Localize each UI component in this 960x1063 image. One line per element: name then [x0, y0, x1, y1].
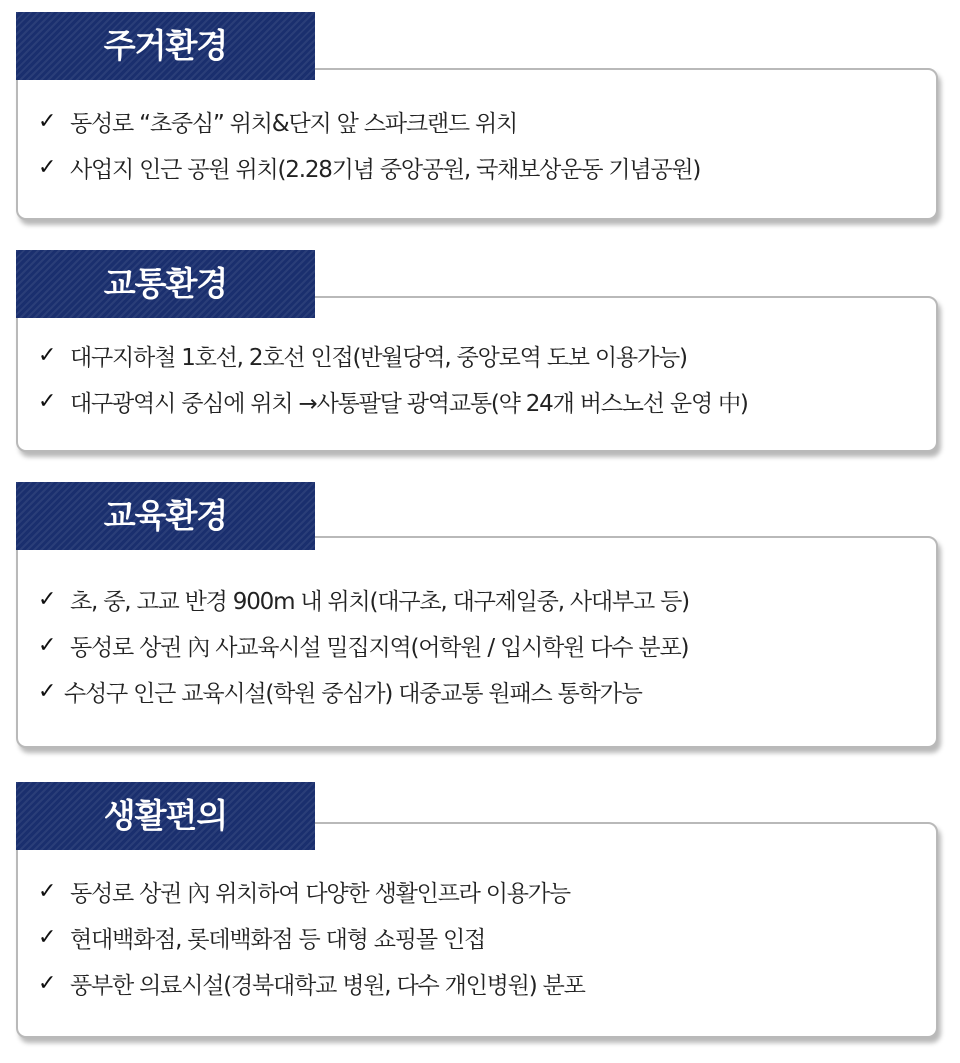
section-education: [16, 482, 942, 754]
list-item-text: 동성로 상권 內 위치하여 다양한 생활인프라 이용가능: [70, 880, 570, 907]
list-item: [38, 668, 689, 714]
item-list: [38, 868, 585, 1006]
section-box-housing: [16, 68, 938, 220]
section-title-housing: 주거환경: [16, 12, 315, 80]
checkmark-icon: ✓: [38, 970, 56, 996]
section-box-education: [16, 536, 938, 748]
checkmark-icon: ✓: [38, 678, 56, 704]
section-box-transport: [16, 296, 938, 452]
list-item: [38, 144, 700, 190]
checkmark-icon: ✓: [38, 878, 56, 904]
checkmark-icon: ✓: [38, 342, 56, 368]
checkmark-icon: ✓: [38, 632, 56, 658]
section-title-convenience: 생활편의: [16, 782, 315, 850]
section-box-convenience: [16, 822, 938, 1038]
list-item: [38, 868, 585, 914]
list-item-text: 수성구 인근 교육시설(학원 중심가) 대중교통 원패스 통학가능: [64, 680, 642, 707]
checkmark-icon: ✓: [38, 388, 56, 414]
checkmark-icon: ✓: [38, 108, 56, 134]
list-item-text: 현대백화점, 롯데백화점 등 대형 쇼핑몰 인접: [70, 926, 485, 953]
list-item: [38, 576, 689, 622]
section-title-transport: 교통환경: [16, 250, 315, 318]
list-item-text: 동성로 상권 內 사교육시설 밀집지역(어학원 / 입시학원 다수 분포): [70, 634, 689, 661]
list-item-text: 풍부한 의료시설(경북대학교 병원, 다수 개인병원) 분포: [70, 972, 585, 999]
section-transport: [16, 250, 942, 460]
list-item: [38, 960, 585, 1006]
list-item: [38, 98, 700, 144]
list-item: [38, 622, 689, 668]
list-item-text: 사업지 인근 공원 위치(2.28기념 중앙공원, 국채보상운동 기념공원): [70, 156, 701, 183]
list-item: [38, 914, 585, 960]
section-title-education: 교육환경: [16, 482, 315, 550]
item-list: [38, 332, 748, 424]
item-list: [38, 576, 689, 714]
list-item: [38, 378, 748, 424]
list-item-text: 대구광역시 중심에 위치 →사통팔달 광역교통(약 24개 버스노선 운영 中): [70, 390, 748, 417]
list-item-text: 대구지하철 1호선, 2호선 인접(반월당역, 중앙로역 도보 이용가능): [70, 344, 687, 371]
item-list: [38, 98, 700, 190]
checkmark-icon: ✓: [38, 586, 56, 612]
checkmark-icon: ✓: [38, 154, 56, 180]
section-convenience: [16, 782, 942, 1052]
section-housing: [16, 12, 942, 224]
checkmark-icon: ✓: [38, 924, 56, 950]
list-item-text: 초, 중, 고교 반경 900m 내 위치(대구초, 대구제일중, 사대부고 등): [70, 588, 689, 615]
list-item-text: 동성로 “초중심” 위치&단지 앞 스파크랜드 위치: [70, 110, 518, 137]
list-item: [38, 332, 748, 378]
